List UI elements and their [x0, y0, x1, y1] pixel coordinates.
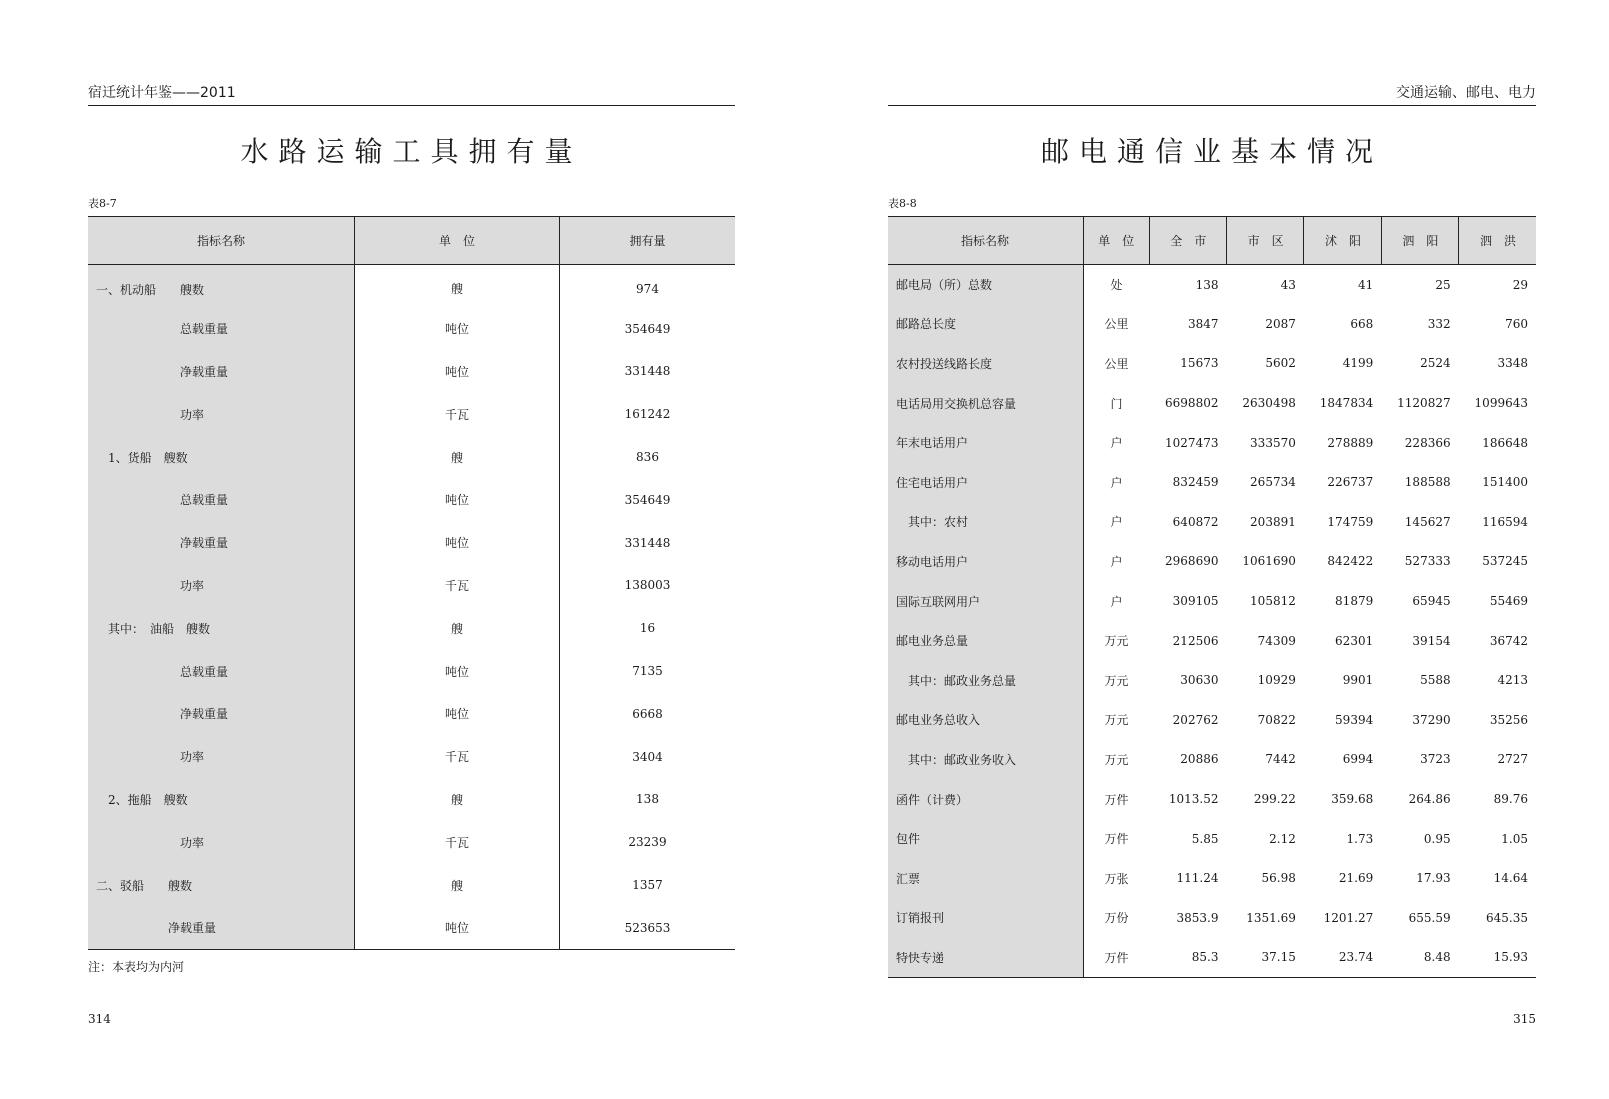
header-indicator: 指标名称	[888, 217, 1083, 265]
row-shuyang: 41	[1357, 277, 1374, 292]
row-urban-district: 2630498	[1242, 396, 1296, 411]
row-city-total: 2968690	[1165, 554, 1219, 569]
row-city-total: 6698802	[1165, 396, 1219, 411]
table-row	[888, 502, 1536, 542]
row-indicator-name: 其中：邮政业务总量	[888, 660, 1083, 700]
row-indicator-name: 净载重量	[88, 350, 355, 393]
waterway-vessels-table	[88, 216, 735, 950]
row-unit: 公里	[1104, 356, 1129, 371]
row-sihong: 760	[1505, 316, 1528, 331]
row-city-total: 832459	[1172, 475, 1219, 490]
row-city-total: 20886	[1180, 752, 1219, 767]
row-indicator-name: 邮路总长度	[888, 304, 1083, 344]
row-shuyang: 1.73	[1346, 831, 1374, 846]
row-siyang: 0.95	[1423, 831, 1451, 846]
row-unit: 吨位	[355, 478, 560, 521]
row-unit: 户	[1110, 515, 1123, 530]
row-urban-district: 333570	[1250, 435, 1296, 450]
table-row	[888, 858, 1536, 898]
table-row	[88, 607, 735, 650]
row-sihong: 116594	[1482, 514, 1528, 529]
row-indicator-name: 一、机动船 艘数	[88, 265, 355, 308]
row-sihong: 537245	[1482, 554, 1528, 569]
row-unit: 万张	[1104, 871, 1129, 886]
row-shuyang: 359.68	[1331, 792, 1374, 807]
row-unit: 艘	[355, 265, 560, 308]
row-shuyang: 6994	[1342, 752, 1374, 767]
row-indicator-name: 邮电局（所）总数	[888, 265, 1083, 305]
row-indicator-name: 功率	[88, 735, 355, 778]
row-unit: 艘	[355, 607, 560, 650]
row-shuyang: 59394	[1335, 712, 1374, 727]
row-quantity: 3404	[632, 749, 663, 764]
table-row	[888, 304, 1536, 344]
table-row	[888, 779, 1536, 819]
row-unit: 吨位	[355, 307, 560, 350]
row-quantity: 161242	[624, 407, 671, 422]
table-row	[88, 821, 735, 864]
row-unit: 吨位	[355, 650, 560, 693]
table-row	[888, 898, 1536, 938]
row-unit: 艘	[355, 864, 560, 907]
row-unit: 千瓦	[355, 821, 560, 864]
row-unit: 千瓦	[355, 735, 560, 778]
row-sihong: 89.76	[1493, 792, 1528, 807]
row-unit: 万件	[1104, 832, 1129, 847]
row-indicator-name: 功率	[88, 821, 355, 864]
header-city-total: 全 市	[1149, 217, 1226, 265]
table-row	[888, 740, 1536, 780]
page-number: 315	[1513, 1012, 1536, 1026]
row-urban-district: 2.12	[1269, 831, 1296, 846]
row-indicator-name: 其中：农村	[888, 502, 1083, 542]
row-sihong: 3348	[1497, 356, 1528, 371]
table-row	[88, 478, 735, 521]
row-unit: 万元	[1104, 673, 1129, 688]
row-city-total: 640872	[1172, 514, 1219, 529]
row-city-total: 15673	[1180, 356, 1219, 371]
table-row	[88, 307, 735, 350]
row-indicator-name: 总载重量	[88, 307, 355, 350]
table-row	[88, 350, 735, 393]
row-sihong: 4213	[1497, 673, 1528, 688]
header-urban-district: 市 区	[1226, 217, 1303, 265]
row-indicator-name: 其中： 油船 艘数	[88, 607, 355, 650]
row-urban-district: 2087	[1265, 316, 1296, 331]
table-number: 表8-7	[88, 197, 117, 210]
row-sihong: 35256	[1489, 712, 1528, 727]
row-sihong: 55469	[1489, 594, 1528, 609]
row-indicator-name: 电话局用交换机总容量	[888, 383, 1083, 423]
row-urban-district: 70822	[1257, 712, 1296, 727]
row-unit: 千瓦	[355, 564, 560, 607]
row-indicator-name: 二、驳船 艘数	[88, 864, 355, 907]
row-city-total: 85.3	[1149, 938, 1226, 978]
row-shuyang: 21.69	[1338, 871, 1374, 886]
row-unit: 万份	[1104, 911, 1129, 926]
row-city-total: 202762	[1172, 712, 1219, 727]
header-unit: 单 位	[1083, 217, 1149, 265]
row-unit: 万件	[1083, 938, 1149, 978]
row-siyang: 17.93	[1416, 871, 1451, 886]
row-urban-district: 56.98	[1261, 871, 1296, 886]
row-siyang: 145627	[1404, 514, 1451, 529]
table-row	[888, 819, 1536, 859]
row-urban-district: 1351.69	[1246, 910, 1296, 925]
row-indicator-name: 邮电业务总收入	[888, 700, 1083, 740]
row-siyang: 39154	[1412, 633, 1451, 648]
row-siyang: 527333	[1404, 554, 1451, 569]
row-siyang: 2524	[1420, 356, 1451, 371]
header-unit: 单 位	[355, 217, 560, 265]
table-row	[88, 564, 735, 607]
row-shuyang: 9901	[1342, 673, 1374, 688]
row-indicator-name: 订销报刊	[888, 898, 1083, 938]
table-row	[888, 938, 1536, 978]
row-urban-district: 10929	[1257, 673, 1296, 688]
row-shuyang: 842422	[1327, 554, 1374, 569]
row-indicator-name: 净载重量	[88, 521, 355, 564]
header-shuyang: 沭 阳	[1304, 217, 1381, 265]
table-row	[888, 383, 1536, 423]
table-header-row	[888, 217, 1536, 265]
table-row	[888, 660, 1536, 700]
row-shuyang: 278889	[1327, 435, 1374, 450]
row-indicator-name: 1、货船 艘数	[88, 436, 355, 479]
row-unit: 户	[1110, 554, 1123, 569]
row-indicator-name: 邮电业务总量	[888, 621, 1083, 661]
row-city-total: 5.85	[1191, 831, 1219, 846]
row-city-total: 111.24	[1176, 871, 1219, 886]
row-indicator-name: 其中：邮政业务收入	[888, 740, 1083, 780]
row-urban-district: 203891	[1250, 514, 1296, 529]
header-indicator: 指标名称	[88, 217, 355, 265]
row-urban-district: 43	[1280, 277, 1296, 292]
row-shuyang: 1201.27	[1323, 910, 1374, 925]
row-unit: 吨位	[355, 350, 560, 393]
table-row	[888, 462, 1536, 502]
row-indicator-name: 年末电话用户	[888, 423, 1083, 463]
row-shuyang: 23.74	[1304, 938, 1381, 978]
table-row	[88, 864, 735, 907]
row-indicator-name: 总载重量	[88, 650, 355, 693]
row-indicator-name: 国际互联网用户	[888, 581, 1083, 621]
row-indicator-name: 函件（计费）	[888, 779, 1083, 819]
row-siyang: 188588	[1404, 475, 1451, 490]
row-siyang: 5588	[1420, 673, 1451, 688]
right-page	[888, 0, 1536, 1099]
row-urban-district: 265734	[1250, 475, 1296, 490]
row-urban-district: 37.15	[1226, 938, 1303, 978]
row-unit: 万元	[1104, 752, 1129, 767]
row-siyang: 228366	[1404, 435, 1451, 450]
row-city-total: 1027473	[1165, 435, 1219, 450]
row-quantity: 6668	[632, 706, 663, 721]
row-sihong: 151400	[1482, 475, 1528, 490]
row-sihong: 1.05	[1501, 831, 1528, 846]
row-indicator-name: 2、拖船 艘数	[88, 778, 355, 821]
row-city-total: 3847	[1187, 316, 1219, 331]
row-indicator-name: 包件	[888, 819, 1083, 859]
row-shuyang: 81879	[1335, 594, 1374, 609]
row-shuyang: 1847834	[1319, 396, 1374, 411]
row-city-total: 309105	[1172, 594, 1219, 609]
row-sihong: 14.64	[1493, 871, 1528, 886]
row-sihong: 1099643	[1474, 396, 1528, 411]
row-city-total: 3853.9	[1176, 910, 1219, 925]
row-unit: 万元	[1104, 713, 1129, 728]
row-siyang: 8.48	[1381, 938, 1458, 978]
row-indicator-name: 农村投送线路长度	[888, 344, 1083, 384]
row-quantity: 331448	[624, 535, 671, 550]
row-urban-district: 5602	[1265, 356, 1296, 371]
row-shuyang: 226737	[1327, 475, 1374, 490]
row-indicator-name: 移动电话用户	[888, 542, 1083, 582]
table-row	[888, 700, 1536, 740]
table-note: 注：本表均为内河	[88, 960, 185, 974]
row-quantity: 7135	[632, 664, 663, 679]
row-urban-district: 7442	[1265, 752, 1296, 767]
row-indicator-name: 住宅电话用户	[888, 462, 1083, 502]
row-siyang: 655.59	[1408, 910, 1451, 925]
row-siyang: 3723	[1420, 752, 1451, 767]
row-quantity: 836	[636, 450, 659, 465]
row-quantity: 523653	[560, 906, 736, 949]
row-sihong: 29	[1512, 277, 1528, 292]
row-siyang: 37290	[1412, 712, 1451, 727]
running-head-left	[88, 87, 735, 106]
row-unit: 吨位	[355, 906, 560, 949]
table-row	[888, 344, 1536, 384]
row-unit: 万元	[1104, 634, 1129, 649]
row-indicator-name: 功率	[88, 393, 355, 436]
row-city-total: 1013.52	[1168, 792, 1219, 807]
row-city-total: 138	[1195, 277, 1219, 292]
page-number: 314	[88, 1012, 111, 1026]
header-quantity: 拥有量	[560, 217, 736, 265]
row-indicator-name: 净载重量	[88, 906, 355, 949]
page-title: 邮电通信业基本情况	[1040, 135, 1383, 168]
row-siyang: 332	[1427, 316, 1451, 331]
running-head-right	[888, 87, 1536, 106]
row-shuyang: 4199	[1342, 356, 1374, 371]
row-urban-district: 1061690	[1242, 554, 1296, 569]
row-quantity: 138	[636, 792, 659, 807]
running-head-text: 交通运输、邮电、电力	[1396, 85, 1536, 101]
row-urban-district: 105812	[1250, 594, 1296, 609]
table-header-row	[88, 217, 735, 265]
row-unit: 万件	[1104, 792, 1129, 807]
row-shuyang: 62301	[1335, 633, 1374, 648]
table-row	[88, 650, 735, 693]
row-urban-district: 74309	[1257, 633, 1296, 648]
row-quantity: 138003	[624, 578, 671, 593]
row-quantity: 354649	[624, 492, 671, 507]
row-unit: 户	[1110, 594, 1123, 609]
left-page	[88, 0, 735, 1099]
row-indicator-name: 汇票	[888, 858, 1083, 898]
table-row	[88, 778, 735, 821]
row-siyang: 1120827	[1397, 396, 1451, 411]
row-siyang: 65945	[1412, 594, 1451, 609]
table-row	[888, 621, 1536, 661]
row-unit: 千瓦	[355, 393, 560, 436]
row-sihong: 2727	[1497, 752, 1528, 767]
row-sihong: 186648	[1482, 435, 1528, 450]
row-unit: 吨位	[355, 692, 560, 735]
row-unit: 公里	[1104, 317, 1129, 332]
row-siyang: 25	[1435, 277, 1451, 292]
table-row	[88, 692, 735, 735]
row-sihong: 15.93	[1459, 938, 1536, 978]
row-unit: 户	[1110, 475, 1123, 490]
row-indicator-name: 功率	[88, 564, 355, 607]
table-row	[88, 436, 735, 479]
row-quantity: 23239	[628, 835, 667, 850]
row-shuyang: 668	[1350, 316, 1374, 331]
row-indicator-name: 特快专递	[888, 938, 1083, 978]
table-row	[888, 581, 1536, 621]
row-urban-district: 299.22	[1253, 792, 1296, 807]
post-telecom-table	[888, 216, 1536, 978]
row-quantity: 331448	[624, 364, 671, 379]
table-row	[88, 521, 735, 564]
table-row	[88, 906, 735, 949]
row-city-total: 30630	[1180, 673, 1219, 688]
table-row	[88, 393, 735, 436]
row-quantity: 974	[636, 281, 659, 296]
row-unit: 处	[1110, 278, 1123, 293]
table-row	[888, 542, 1536, 582]
header-sihong: 泗 洪	[1459, 217, 1536, 265]
row-quantity: 16	[639, 621, 656, 636]
row-unit: 艘	[355, 436, 560, 479]
row-shuyang: 174759	[1327, 514, 1374, 529]
table-number: 表8-8	[888, 197, 917, 210]
table-row	[888, 265, 1536, 305]
row-unit: 吨位	[355, 521, 560, 564]
row-unit: 艘	[355, 778, 560, 821]
row-quantity: 1357	[632, 878, 663, 893]
row-quantity: 354649	[624, 321, 671, 336]
row-sihong: 36742	[1489, 633, 1528, 648]
row-city-total: 212506	[1172, 633, 1219, 648]
row-unit: 门	[1110, 396, 1123, 411]
table-row	[888, 423, 1536, 463]
header-siyang: 泗 阳	[1381, 217, 1458, 265]
row-indicator-name: 净载重量	[88, 692, 355, 735]
row-indicator-name: 总载重量	[88, 478, 355, 521]
page-title: 水路运输工具拥有量	[240, 135, 583, 168]
running-head-text: 宿迁统计年鉴——2011	[88, 85, 236, 101]
row-unit: 户	[1110, 436, 1123, 451]
table-row	[88, 265, 735, 308]
row-siyang: 264.86	[1408, 792, 1451, 807]
table-row	[88, 735, 735, 778]
row-sihong: 645.35	[1486, 910, 1528, 925]
